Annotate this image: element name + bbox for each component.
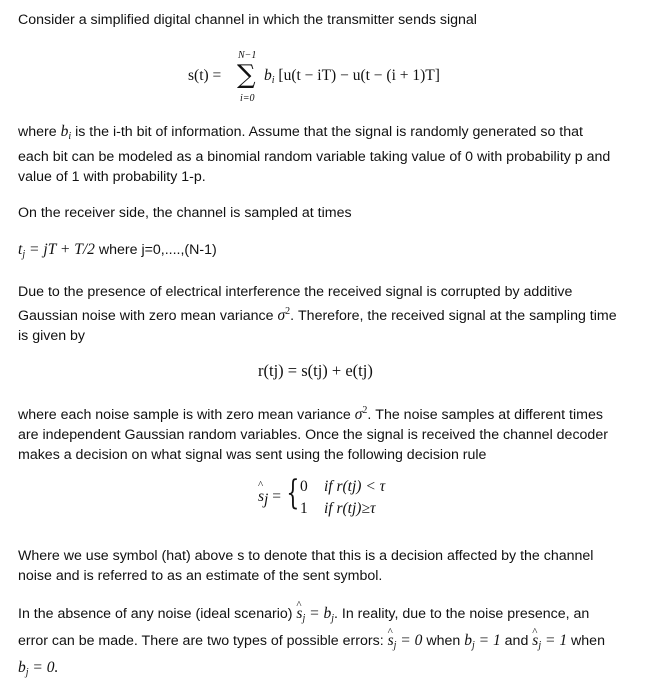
hat-symbol-paragraph xyxy=(18,546,648,586)
p7-line2: noise and is referred to as an estimate of the sent symbol. xyxy=(18,568,383,584)
p7-line1: Where we use symbol (hat) above s to denote that this is a decision affected by the channel xyxy=(18,548,594,564)
eq1-lhs: s(t) = xyxy=(188,67,222,84)
p2-line1: is the i-th bit of information. Assume that the signal is randomly generated so that xyxy=(75,124,583,140)
p6-line3: makes a decision on what signal was sent using the following decision rule xyxy=(18,447,487,463)
case-1-value: 1 xyxy=(300,500,308,517)
receiver-paragraph: On the receiver side, the channel is sampled at times xyxy=(18,205,352,221)
eq1-body: $b_i$ [u(t − iT) − u(t − (i + 1)T] xyxy=(264,67,440,86)
noise-paragraph: Due to the presence of electrical interference the received signal is corrupted by additive Gaussian noise with zero mean variance $\sigma^2$. Therefore, the received signal at the sampling time is given by xyxy=(18,284,617,344)
eq1-lower-limit: i=0 xyxy=(240,93,255,104)
bit-description-paragraph: where $b_i$ is the i-th bit of information. Assume that the signal is randomly generated so that each bit can be modeled as a binomial random variable taking value of 0 with probability p and value of 1 with probability 1-p. xyxy=(18,123,611,185)
sampling-eq: = jT + T/2 xyxy=(29,241,95,258)
error-types-paragraph: In the absence of any noise (ideal scenario) ^ $s_j = b_j$. In reality, due to the noise presence, an error can be made. There are two types of possible errors: ^ $s_j = 0$ when $b_j = 1$ and ^ $s_j = 1$ when $b_j = 0$. xyxy=(18,603,648,684)
p5-line2-end: . Therefore, the received signal at the sampling time xyxy=(290,308,617,324)
p6-line1-end: . The noise samples at different times xyxy=(367,407,603,423)
sampling-times: $t_j$ = jT + T/2 where j=0,....,(N-1) xyxy=(18,241,217,260)
case-0-value: 0 xyxy=(300,478,308,495)
p8-line2-a: error can be made. There are two types of possible errors: xyxy=(18,633,384,649)
p2-where: where xyxy=(18,124,57,140)
p8-line2-d: when xyxy=(571,633,605,649)
case-0-condition: if r(tj) < τ xyxy=(324,478,386,495)
left-brace: { xyxy=(286,473,300,513)
p6-line1: where each noise sample is with zero mean variance xyxy=(18,407,351,423)
p8-line1-b: . In reality, due to the noise presence, an xyxy=(334,606,590,622)
case-1-condition: if r(tj)≥τ xyxy=(324,500,376,517)
p6-line2: are independent Gaussian random variables. Once the signal is received the channel decoder xyxy=(18,427,608,443)
p2-line2: each bit can be modeled as a binomial random variable taking value of 0 with probability p and xyxy=(18,149,611,165)
eq1-upper-limit: N−1 xyxy=(238,50,257,61)
sigma-symbol: ∑ xyxy=(237,60,256,90)
p8-line2-c: and xyxy=(504,633,529,649)
p2-line3: value of 1 with probability 1-p. xyxy=(18,169,206,185)
p5-line1: Due to the presence of electrical interference the received signal is corrupted by additive xyxy=(18,284,573,300)
sampling-range: where j=0,....,(N-1) xyxy=(98,242,217,258)
decision-lhs: ^ $s_j$ = xyxy=(258,488,281,509)
noise-samples-paragraph: where each noise sample is with zero mean variance $\sigma^2$. The noise samples at different times are independent Gaussian random variables. Once the signal is received the channel decoder makes a decision on what signal was sent using the following decision rule xyxy=(18,405,608,463)
p8-line2-b: when xyxy=(426,633,461,649)
p5-line2: Gaussian noise with zero mean variance xyxy=(18,308,274,324)
intro-paragraph: Consider a simplified digital channel in which the transmitter sends signal xyxy=(18,12,477,28)
p5-line3: is given by xyxy=(18,328,86,344)
received-signal-equation: r(tj) = s(tj) + e(tj) xyxy=(258,361,373,380)
p8-line1-a: In the absence of any noise (ideal scenario) xyxy=(18,606,293,622)
